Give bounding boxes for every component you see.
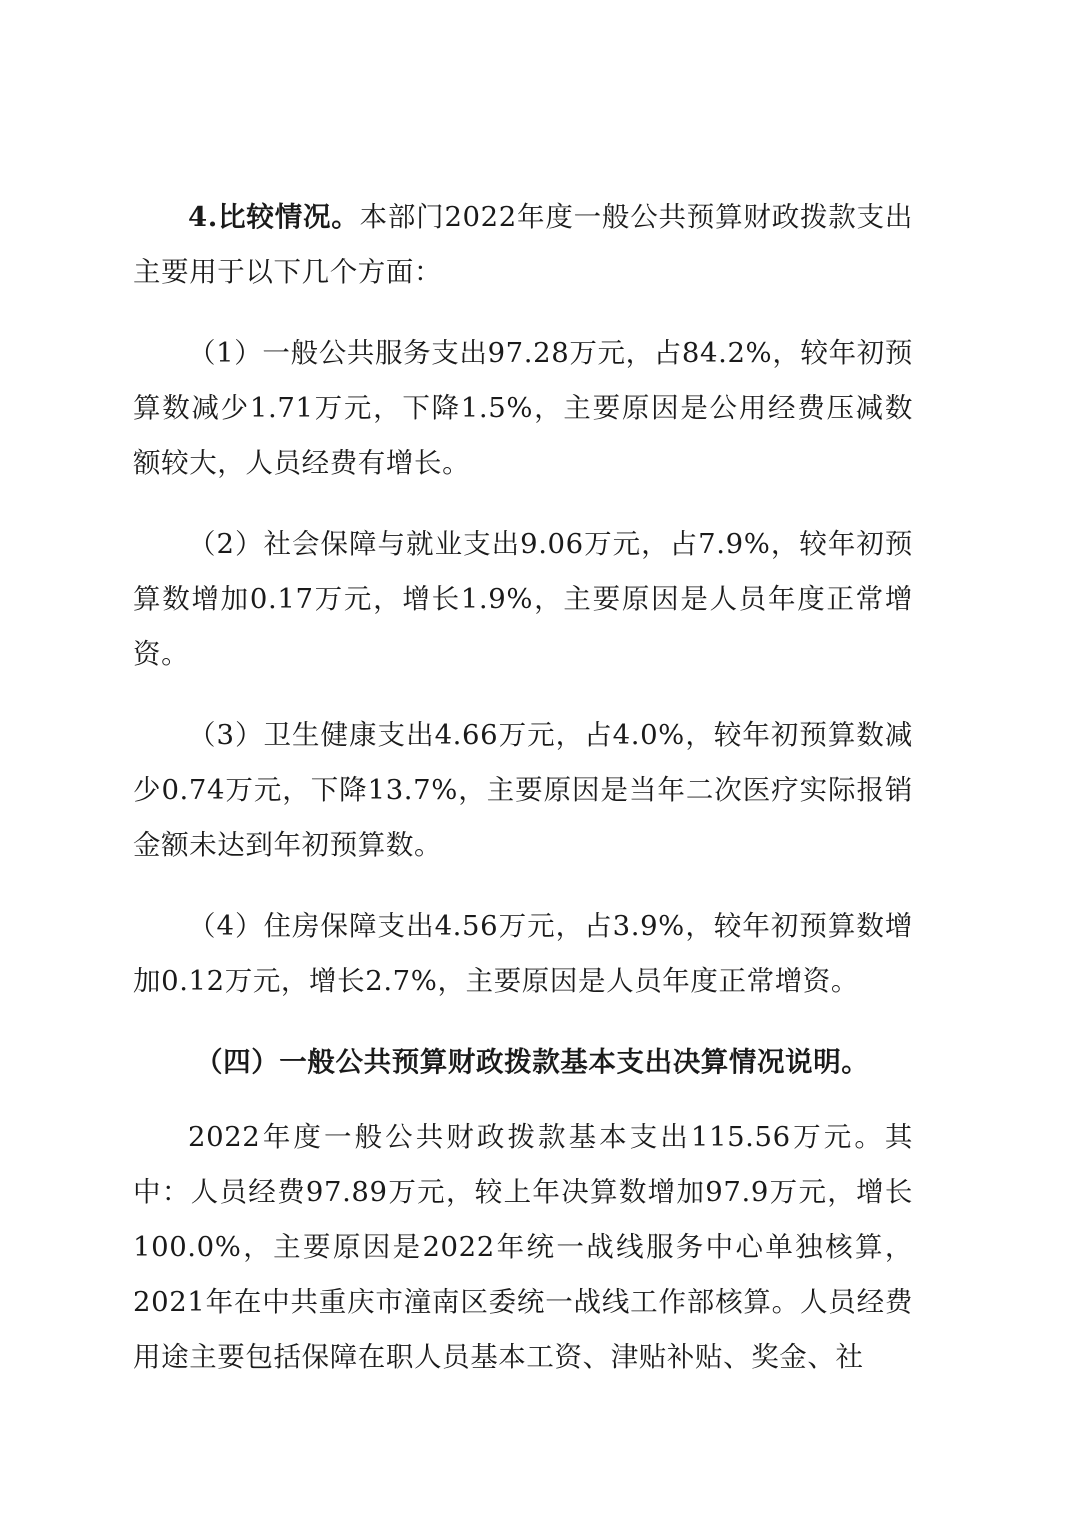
comparison-lead: 4.比较情况。: [188, 201, 360, 233]
basic-expenditure-paragraph: 2022年度一般公共财政拨款基本支出115.56万元。其中：人员经费97.89万元，较上年决算数增加97.9万元，增长100.0%，主要原因是2022年统一战线服务中心单独核算，2021年在中共重庆市潼南区委统一战线工作部核算。人员经费用途主要包括保障在职人员基本工资、津贴补贴、奖金、社: [133, 1121, 913, 1373]
item-general-public-services: （1）一般公共服务支出97.28万元，占84.2%，较年初预算数减少1.71万元，下降1.5%，主要原因是公用经费压减数额较大，人员经费有增长。: [133, 337, 913, 479]
item-social-security: （2）社会保障与就业支出9.06万元，占7.9%，较年初预算数增加0.17万元，增长1.9%，主要原因是人员年度正常增资。: [133, 528, 913, 670]
comparison-text: 本部门2022年度一般公共预算财政拨款支出主要用于以下几个方面：: [133, 201, 913, 288]
item-housing: （4）住房保障支出4.56万元，占3.9%，较年初预算数增加0.12万元，增长2.7%，主要原因是人员年度正常增资。: [133, 910, 913, 997]
item-health: （3）卫生健康支出4.66万元，占4.0%，较年初预算数减少0.74万元，下降13.7%，主要原因是当年二次医疗实际报销金额未达到年初预算数。: [133, 719, 913, 861]
comparison-paragraph: [133, 190, 913, 300]
document-page: [133, 190, 913, 1385]
section-heading-four: （四）一般公共预算财政拨款基本支出决算情况说明。: [195, 1046, 870, 1078]
